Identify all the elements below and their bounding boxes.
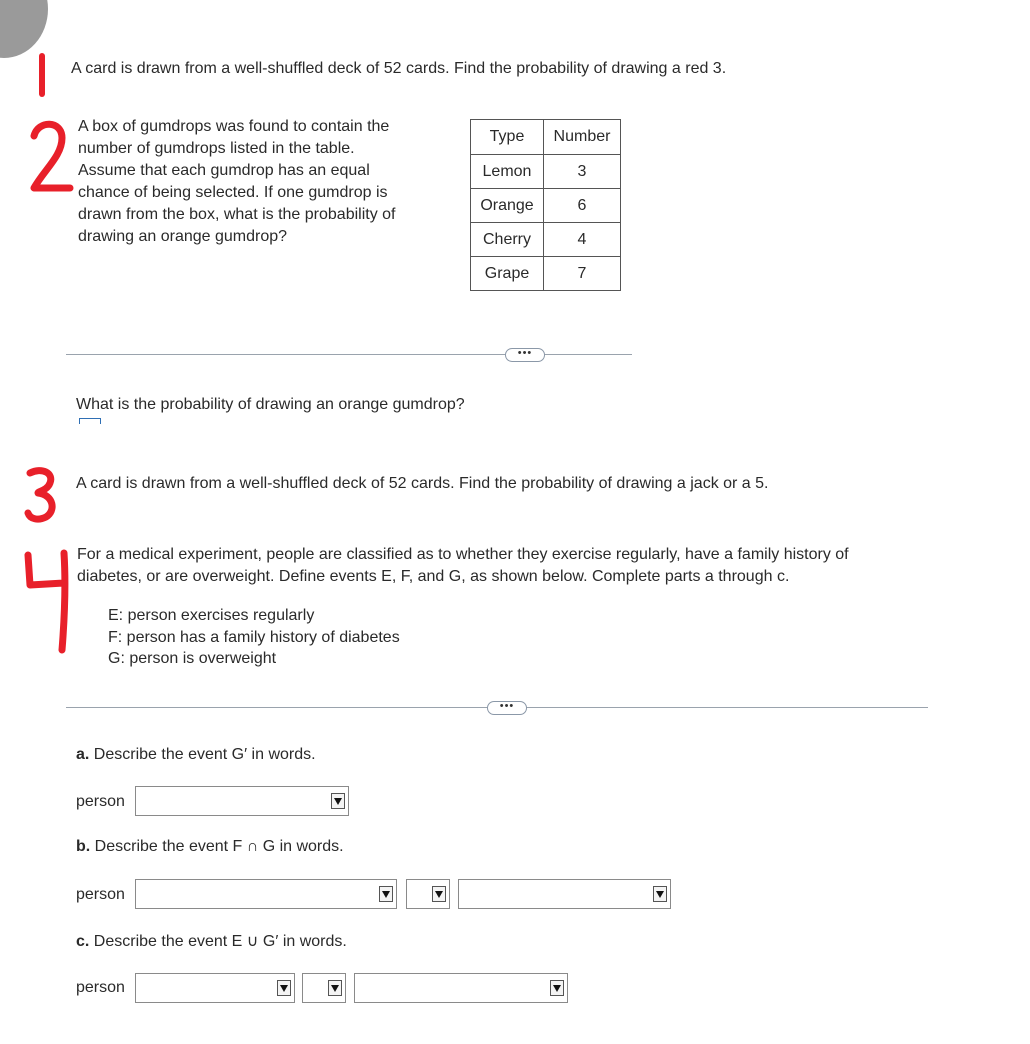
part-c-dropdown-3[interactable]: [354, 973, 568, 1003]
part-c-label: c.: [76, 933, 90, 950]
handwritten-number-4: [20, 545, 80, 660]
table-cell-type: Orange: [471, 189, 544, 223]
table-cell-type: Cherry: [471, 223, 544, 257]
expand-ellipsis-button[interactable]: •••: [487, 701, 527, 715]
question-2-line: drawing an orange gumdrop?: [78, 228, 288, 245]
table-cell-number: 6: [544, 189, 621, 223]
part-c-text: Describe the event E ∪ G′ in words.: [93, 933, 347, 950]
table-row: [471, 155, 621, 189]
event-f: F: person has a family history of diabetes: [108, 628, 400, 646]
question-2-line: number of gumdrops listed in the table.: [78, 140, 355, 157]
event-g: G: person is overweight: [108, 650, 277, 667]
question-3-text: A card is drawn from a well-shuffled deck of 52 cards. Find the probability of drawing a jack or a 5.: [76, 475, 769, 492]
gumdrop-table: [470, 119, 621, 291]
expand-ellipsis-button[interactable]: •••: [505, 348, 545, 362]
handwritten-number-3: [22, 465, 62, 525]
handwritten-number-1: [28, 50, 58, 100]
part-b-label: b.: [76, 838, 91, 855]
event-definitions: [108, 605, 400, 670]
table-cell-number: 7: [544, 257, 621, 291]
chevron-down-icon: [328, 980, 342, 996]
table-header-row: [471, 120, 621, 155]
event-e: E: person exercises regularly: [108, 607, 315, 624]
table-row: [471, 257, 621, 291]
part-a-label: a.: [76, 746, 90, 763]
question-2-subquestion: What is the probability of drawing an orange gumdrop?: [76, 396, 465, 413]
part-b-dropdown-3[interactable]: [458, 879, 671, 909]
question-2-line: chance of being selected. If one gumdrop is: [78, 184, 388, 201]
question-2-text: [78, 116, 396, 248]
section-divider: [66, 354, 632, 355]
question-2-line: drawn from the box, what is the probability of: [78, 206, 396, 223]
chevron-down-icon: [379, 886, 393, 902]
part-b-dropdown-1[interactable]: [135, 879, 397, 909]
question-1-text: A card is drawn from a well-shuffled deck of 52 cards. Find the probability of drawing a red 3.: [71, 60, 727, 77]
part-a-text: Describe the event G′ in words.: [93, 746, 316, 763]
answer-input[interactable]: [79, 418, 101, 424]
question-4-line: diabetes, or are overweight. Define events E, F, and G, as shown below. Complete parts a through c.: [77, 568, 790, 585]
chevron-down-icon: [432, 886, 446, 902]
table-cell-number: 4: [544, 223, 621, 257]
chevron-down-icon: [550, 980, 564, 996]
handwritten-number-2: [26, 118, 76, 198]
table-cell-type: Grape: [471, 257, 544, 291]
part-b-dropdown-2[interactable]: [406, 879, 450, 909]
part-c-prompt: [76, 931, 347, 951]
question-4-text: [77, 544, 849, 588]
part-c-dropdown-2[interactable]: [302, 973, 346, 1003]
chevron-down-icon: [653, 886, 667, 902]
part-c-prefix: person: [76, 979, 125, 996]
table-cell-type: Lemon: [471, 155, 544, 189]
table-header-type: Type: [471, 120, 544, 155]
part-a-prefix: person: [76, 793, 125, 810]
chevron-down-icon: [277, 980, 291, 996]
part-b-prefix: person: [76, 886, 125, 903]
part-c-dropdown-1[interactable]: [135, 973, 295, 1003]
part-b-prompt: [76, 838, 344, 856]
chevron-down-icon: [331, 793, 345, 809]
part-b-text: Describe the event F ∩ G in words.: [94, 838, 344, 855]
table-cell-number: 3: [544, 155, 621, 189]
table-header-number: Number: [544, 120, 621, 155]
question-2-line: Assume that each gumdrop has an equal: [78, 162, 370, 179]
table-row: [471, 189, 621, 223]
question-2-line: A box of gumdrops was found to contain the: [78, 118, 390, 135]
part-a-dropdown[interactable]: [135, 786, 349, 816]
question-4-line: For a medical experiment, people are classified as to whether they exercise regularly, have a family history of: [77, 546, 849, 563]
table-row: [471, 223, 621, 257]
part-a-prompt: [76, 746, 316, 764]
